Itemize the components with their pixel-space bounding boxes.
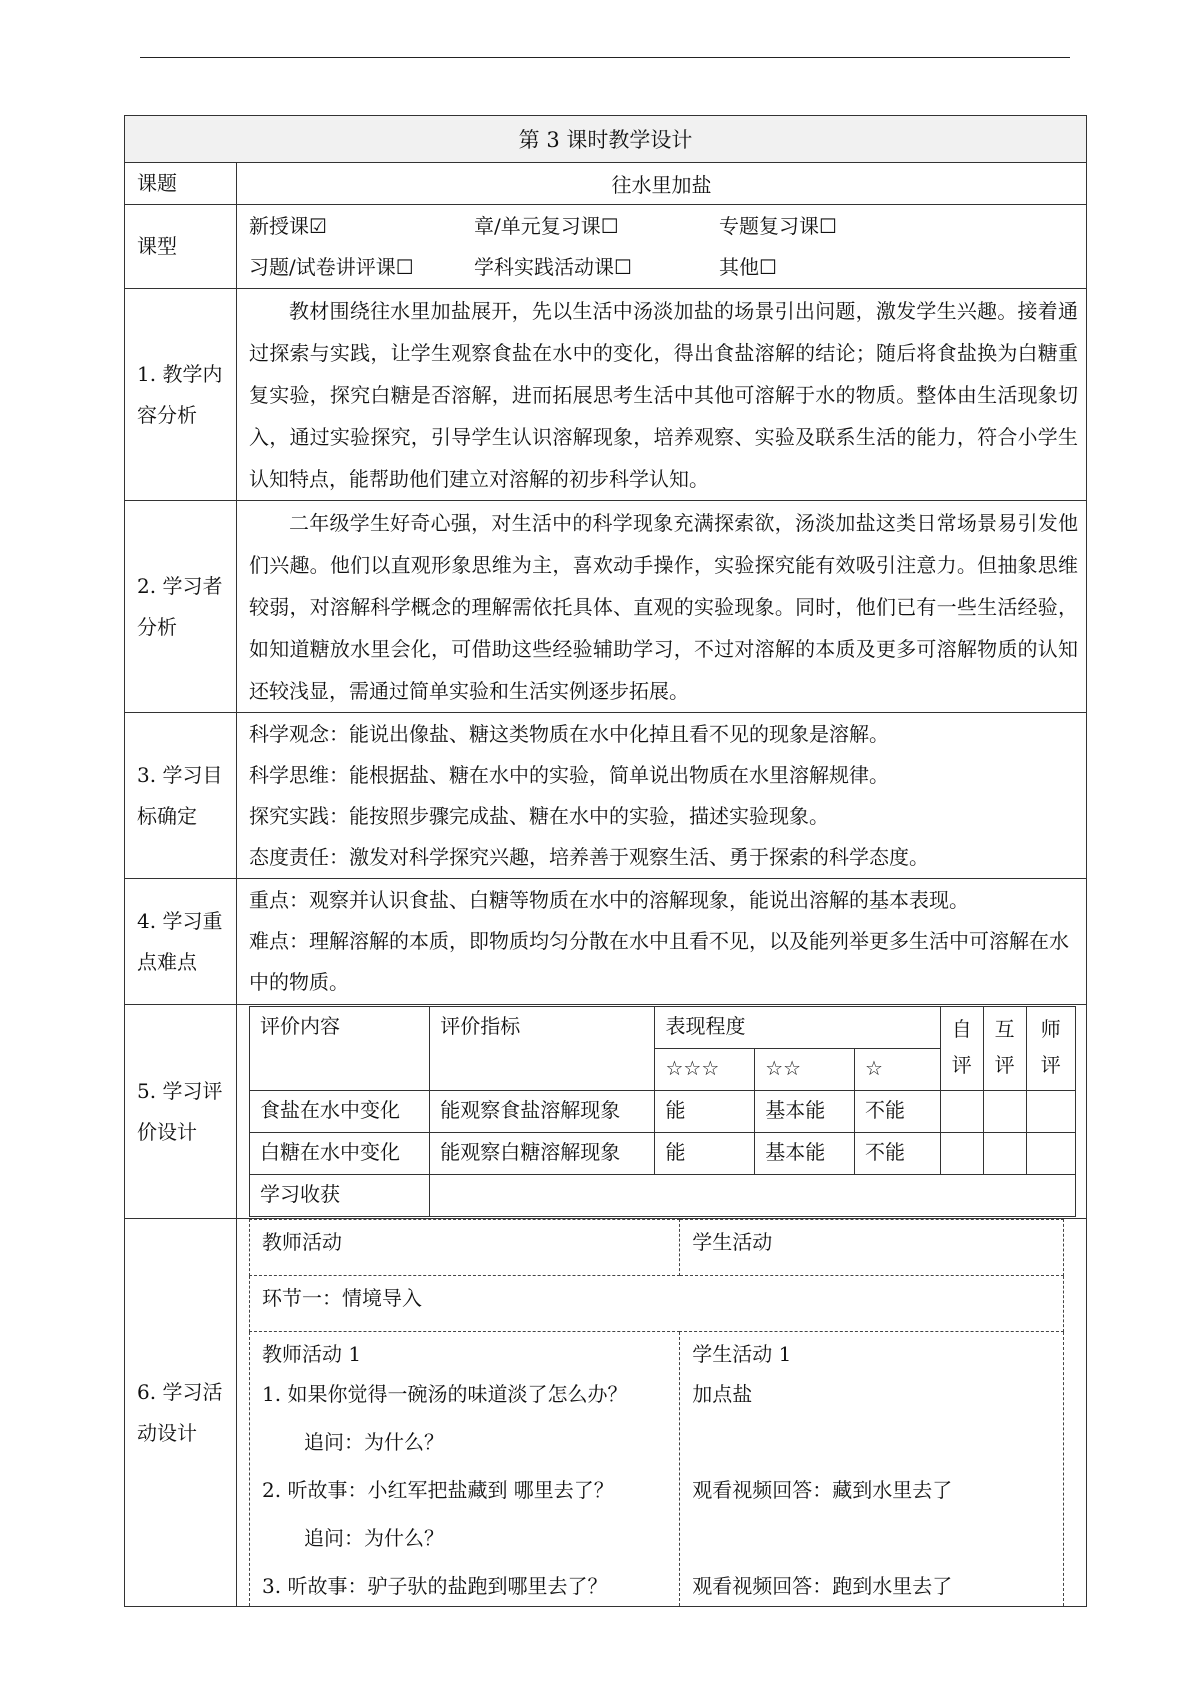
- eval-gain-value[interactable]: [430, 1175, 1076, 1217]
- eval-header-teacher: 师 评: [1026, 1007, 1075, 1091]
- evaluation-cell: [237, 1005, 1087, 1219]
- evaluation-label: 5. 学习评 价设计: [125, 1005, 237, 1219]
- lesson-type-new[interactable]: 新授课☑: [249, 213, 327, 238]
- goal-item: 科学思维：能根据盐、糖在水中的实验，简单说出物质在水里溶解规律。: [249, 762, 889, 787]
- stage-1-title: 环节一：情境导入: [250, 1276, 1064, 1332]
- eval-header-indicator: 评价指标: [430, 1007, 655, 1091]
- eval-header-self: 自 评: [940, 1007, 983, 1091]
- list-item: 1. 如果你觉得一碗汤的味道淡了怎么办？: [262, 1382, 628, 1406]
- goal-item: 科学观念：能说出像盐、糖这类物质在水中化掉且看不见的现象是溶解。: [249, 721, 889, 746]
- eval-level-three-star: ☆☆☆: [655, 1049, 755, 1091]
- eval-peer-cell[interactable]: [983, 1133, 1026, 1175]
- key-points-text: [237, 879, 1087, 1005]
- eval-teacher-cell[interactable]: [1026, 1133, 1075, 1175]
- list-item: 3. 听故事：驴子驮的盐跑到哪里去了？: [262, 1574, 608, 1598]
- key-point: 重点：观察并认识食盐、白糖等物质在水中的溶解现象，能说出溶解的基本表现。: [249, 888, 969, 912]
- eval-self-cell[interactable]: [940, 1091, 983, 1133]
- content-analysis-label: 1. 教学内 容分析: [125, 289, 237, 501]
- lesson-type-exercise-review[interactable]: 习题/试卷讲评课☐: [249, 254, 414, 279]
- topic-value: 往水里加盐: [237, 163, 1087, 205]
- key-points-label: 4. 学习重 点难点: [125, 879, 237, 1005]
- lesson-type-unit-review[interactable]: 章/单元复习课☐: [474, 213, 619, 238]
- activities-label: 6. 学习活 动设计: [125, 1219, 237, 1607]
- eval-peer-cell[interactable]: [983, 1091, 1026, 1133]
- lesson-type-options: [237, 205, 1087, 289]
- eval-self-cell[interactable]: [940, 1133, 983, 1175]
- difficulty-point: 难点：理解溶解的本质，即物质均匀分散在水中且看不见，以及能列举更多生活中可溶解在水中的物质。: [249, 929, 1069, 994]
- activities-table: [249, 1219, 1064, 1606]
- list-item: 加点盐: [692, 1382, 753, 1406]
- student-activity-header: 学生活动: [680, 1220, 1064, 1276]
- content-analysis-text: 教材围绕往水里加盐展开，先以生活中汤淡加盐的场景引出问题，激发学生兴趣。接着通过探索与实践，让学生观察食盐在水中的变化，得出食盐溶解的结论；随后将食盐换为白糖重复实验，探究白糖是否溶解，进而拓展思考生活中其他可溶解于水的物质。整体由生活现象切入，通过实验探究，引导学生认识溶解现象，培养观察、实验及联系生活的能力，符合小学生认知特点，能帮助他们建立对溶解的初步科学认知。: [237, 289, 1087, 501]
- table-row: 食盐在水中变化 能观察食盐溶解现象 能 基本能 不能: [250, 1091, 1076, 1133]
- goals-label: 3. 学习目 标确定: [125, 713, 237, 879]
- eval-gain-label: 学习收获: [250, 1175, 430, 1217]
- eval-header-level: 表现程度: [655, 1007, 940, 1049]
- topic-label: 课题: [125, 163, 237, 205]
- list-item: 追问：为什么？: [304, 1430, 444, 1454]
- lesson-type-practice-activity[interactable]: 学科实践活动课☐: [474, 254, 632, 279]
- lesson-type-other[interactable]: 其他☐: [719, 254, 777, 279]
- goals-list: [237, 713, 1087, 879]
- lesson-plan-document: [124, 115, 1086, 1607]
- teacher-activity-header: 教师活动: [250, 1220, 680, 1276]
- goal-item: 态度责任：激发对科学探究兴趣，培养善于观察生活、勇于探索的科学态度。: [249, 844, 929, 869]
- teacher-activity-1: 教师活动 1 1. 如果你觉得一碗汤的味道淡了怎么办？ 追问：为什么？ 2. 听故事：小红军把盐藏到 哪里去了？ 追问：为什么？ 3. 听故事：驴子驮的盐跑到哪里去了？: [250, 1332, 680, 1607]
- eval-header-content: 评价内容: [250, 1007, 430, 1091]
- eval-level-two-star: ☆☆: [755, 1049, 855, 1091]
- list-item: 观看视频回答：藏到水里去了: [692, 1478, 953, 1502]
- lesson-type-label: 课型: [125, 205, 237, 289]
- goal-item: 探究实践：能按照步骤完成盐、糖在水中的实验，描述实验现象。: [249, 803, 829, 828]
- learner-analysis-label: 2. 学习者 分析: [125, 501, 237, 713]
- table-row: 白糖在水中变化 能观察白糖溶解现象 能 基本能 不能: [250, 1133, 1076, 1175]
- page-title: 第 3 课时教学设计: [125, 116, 1087, 163]
- student-activity-1: 学生活动 1 加点盐 观看视频回答：藏到水里去了 观看视频回答：跑到水里去了: [680, 1332, 1064, 1607]
- lesson-plan-table: [124, 115, 1087, 1607]
- list-item: 追问：为什么？: [304, 1526, 444, 1550]
- learner-analysis-text: 二年级学生好奇心强，对生活中的科学现象充满探索欲，汤淡加盐这类日常场景易引发他们兴趣。他们以直观形象思维为主，喜欢动手操作，实验探究能有效吸引注意力。但抽象思维较弱，对溶解科学概念的理解需依托具体、直观的实验现象。同时，他们已有一些生活经验，如知道糖放水里会化，可借助这些经验辅助学习，不过对溶解的本质及更多可溶解物质的认知还较浅显，需通过简单实验和生活实例逐步拓展。: [237, 501, 1087, 713]
- list-item: 2. 听故事：小红军把盐藏到 哪里去了？: [262, 1478, 614, 1502]
- eval-level-one-star: ☆: [854, 1049, 940, 1091]
- activities-cell: [237, 1219, 1087, 1607]
- list-item: [692, 1518, 1063, 1558]
- lesson-type-topic-review[interactable]: 专题复习课☐: [719, 213, 837, 238]
- eval-teacher-cell[interactable]: [1026, 1091, 1075, 1133]
- header-rule: [140, 57, 1070, 58]
- list-item: [692, 1422, 1063, 1462]
- evaluation-table: [249, 1006, 1076, 1217]
- list-item: 观看视频回答：跑到水里去了: [692, 1574, 953, 1598]
- eval-header-peer: 互 评: [983, 1007, 1026, 1091]
